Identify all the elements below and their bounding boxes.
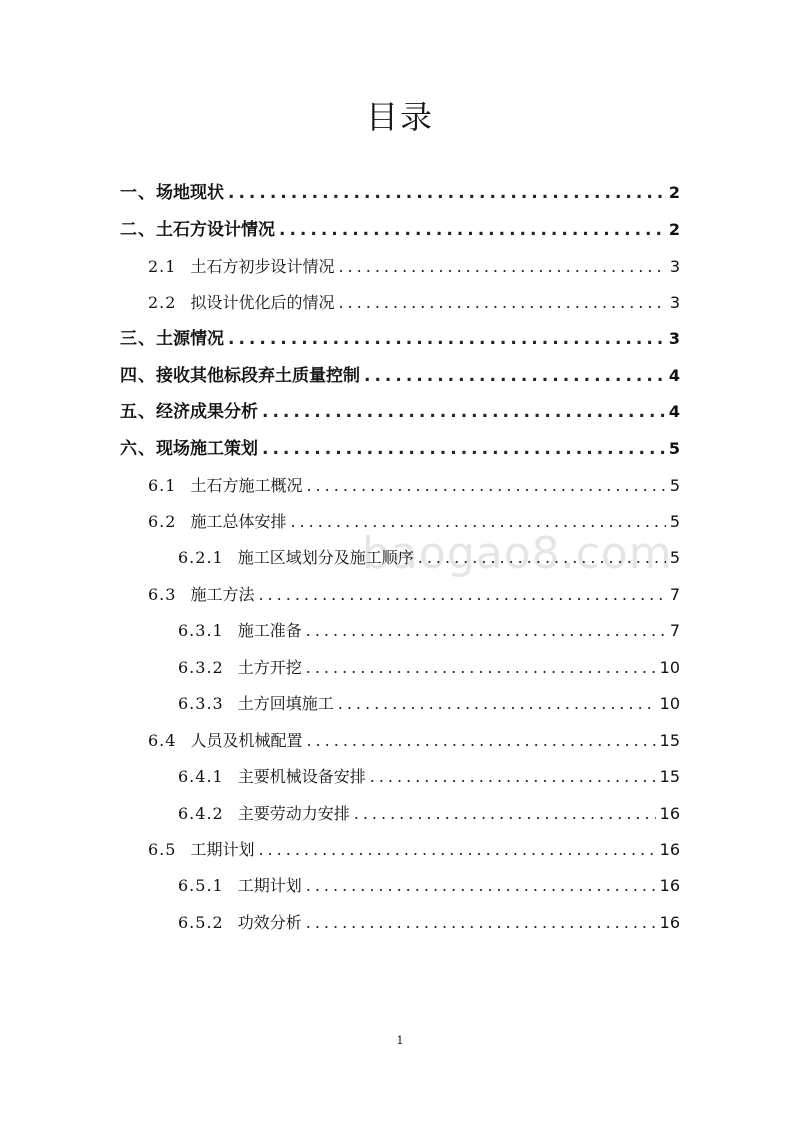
toc-entry-number: 四、 — [120, 366, 156, 386]
toc-entry[interactable] — [178, 871, 680, 901]
toc-entry-number: 六、 — [120, 439, 156, 459]
toc-entry-title: 拟设计优化后的情况 — [190, 293, 335, 312]
toc-entry-page: 16 — [659, 913, 680, 932]
toc-entry[interactable] — [178, 689, 680, 719]
dot-leader — [262, 397, 665, 427]
toc-entry-number: 6.3.1 — [178, 621, 224, 640]
watermark: baogao8.com — [362, 528, 673, 579]
toc-entry-title: 土方开挖 — [237, 658, 302, 677]
toc-entry-number: 6.4.1 — [178, 767, 224, 786]
dot-leader — [228, 324, 665, 354]
toc-entry-page: 5 — [669, 548, 680, 567]
toc-entry-title: 主要劳动力安排 — [237, 804, 350, 823]
toc-entry[interactable] — [178, 799, 680, 829]
dot-leader — [354, 799, 656, 829]
toc-entry-title: 土方回填施工 — [237, 694, 334, 713]
toc-entry-title: 功效分析 — [237, 913, 302, 932]
toc-entry-title: 土石方施工概况 — [190, 476, 303, 495]
toc-entry[interactable] — [120, 178, 680, 208]
dot-leader — [306, 616, 666, 646]
toc-entry-number: 6.3.3 — [178, 694, 224, 713]
toc-entry-page: 5 — [668, 439, 680, 458]
toc-entry[interactable] — [120, 397, 680, 427]
toc-entry-number: 2.2 — [148, 293, 177, 312]
toc-entry-number: 6.4 — [148, 731, 177, 750]
toc-title: 目录 — [365, 98, 434, 136]
toc-entry-page: 16 — [659, 840, 680, 859]
dot-leader — [258, 835, 655, 865]
toc-entry[interactable] — [148, 726, 680, 756]
toc-entry-number: 6.5.2 — [178, 913, 224, 932]
toc-entry-page: 7 — [669, 585, 680, 604]
toc-entry[interactable] — [178, 616, 680, 646]
toc-entry-page: 4 — [668, 366, 680, 385]
dot-leader — [262, 434, 665, 464]
toc-entry-number: 6.5.1 — [178, 876, 224, 895]
toc-entry-number: 2.1 — [148, 257, 177, 276]
dot-leader — [290, 507, 665, 537]
toc-entry-page: 2 — [668, 220, 680, 239]
toc-entry-page: 3 — [669, 293, 680, 312]
toc-entry[interactable] — [178, 908, 680, 938]
toc-entry-number: 二、 — [120, 220, 156, 240]
dot-leader — [418, 543, 666, 573]
toc-entry-page: 16 — [659, 876, 680, 895]
toc-entry-title: 经济成果分析 — [156, 402, 258, 422]
toc-entry-number: 三、 — [120, 329, 156, 349]
toc-entry[interactable] — [178, 762, 680, 792]
toc-entry-number: 6.1 — [148, 476, 177, 495]
toc-entry-page: 4 — [668, 402, 680, 421]
dot-leader — [228, 178, 665, 208]
toc-entry-page: 10 — [659, 658, 680, 677]
toc-entry[interactable] — [148, 471, 680, 501]
toc-entry-title: 土石方设计情况 — [156, 220, 275, 240]
toc-entry[interactable] — [120, 324, 680, 354]
dot-leader — [306, 871, 656, 901]
toc-entry-number: 6.2 — [148, 512, 177, 531]
toc-entry-title: 主要机械设备安排 — [237, 767, 366, 786]
toc-entry-title: 工期计划 — [237, 876, 302, 895]
toc-entry-title: 施工准备 — [237, 621, 302, 640]
toc-entry-page: 10 — [659, 694, 680, 713]
toc-entry[interactable] — [178, 543, 680, 573]
toc-entry-title: 施工总体安排 — [190, 512, 287, 531]
toc-entry-title: 接收其他标段弃土质量控制 — [156, 366, 360, 386]
toc-entry[interactable] — [120, 361, 680, 391]
dot-leader — [306, 726, 655, 756]
dot-leader — [338, 252, 665, 282]
toc-entry-title: 土石方初步设计情况 — [190, 257, 335, 276]
toc-entry[interactable] — [120, 215, 680, 245]
toc-entry-number: 6.3 — [148, 585, 177, 604]
toc-entry-title: 现场施工策划 — [156, 439, 258, 459]
toc-entry[interactable] — [148, 835, 680, 865]
dot-leader — [258, 580, 665, 610]
toc-entry-title: 工期计划 — [190, 840, 255, 859]
toc-entry[interactable] — [148, 507, 680, 537]
toc-entry-title: 土源情况 — [156, 329, 224, 349]
toc-entry-page: 5 — [669, 512, 680, 531]
toc-entry[interactable] — [148, 288, 680, 318]
dot-leader — [306, 653, 656, 683]
toc-entry-page: 2 — [668, 183, 680, 202]
dot-leader — [306, 471, 665, 501]
toc-entry-page: 15 — [659, 731, 680, 750]
toc-entry-page: 16 — [659, 804, 680, 823]
toc-entry-title: 施工区域划分及施工顺序 — [237, 548, 414, 567]
toc-entry-number: 6.2.1 — [178, 548, 224, 567]
dot-leader — [279, 215, 665, 245]
toc-entry-page: 3 — [669, 257, 680, 276]
toc-entry-page: 15 — [659, 767, 680, 786]
toc-entry-title: 人员及机械配置 — [190, 731, 303, 750]
toc-entry-number: 6.5 — [148, 840, 177, 859]
dot-leader — [338, 288, 665, 318]
toc-entry-number: 五、 — [120, 402, 156, 422]
toc-entry[interactable] — [178, 653, 680, 683]
toc-entry-number: 一、 — [120, 183, 156, 203]
toc-entry-page: 5 — [669, 476, 680, 495]
toc-entry-page: 7 — [669, 621, 680, 640]
toc-entry[interactable] — [148, 252, 680, 282]
toc-entry-title: 施工方法 — [190, 585, 255, 604]
toc-entry-number: 6.4.2 — [178, 804, 224, 823]
dot-leader — [306, 908, 656, 938]
dot-leader — [338, 689, 656, 719]
page-number: 1 — [396, 1034, 404, 1047]
toc-entry-number: 6.3.2 — [178, 658, 224, 677]
toc-entry-title: 场地现状 — [156, 183, 224, 203]
toc-entry[interactable] — [148, 580, 680, 610]
toc-entry-page: 3 — [668, 329, 680, 348]
dot-leader — [370, 762, 656, 792]
dot-leader — [364, 361, 665, 391]
toc-entry[interactable] — [120, 434, 680, 464]
